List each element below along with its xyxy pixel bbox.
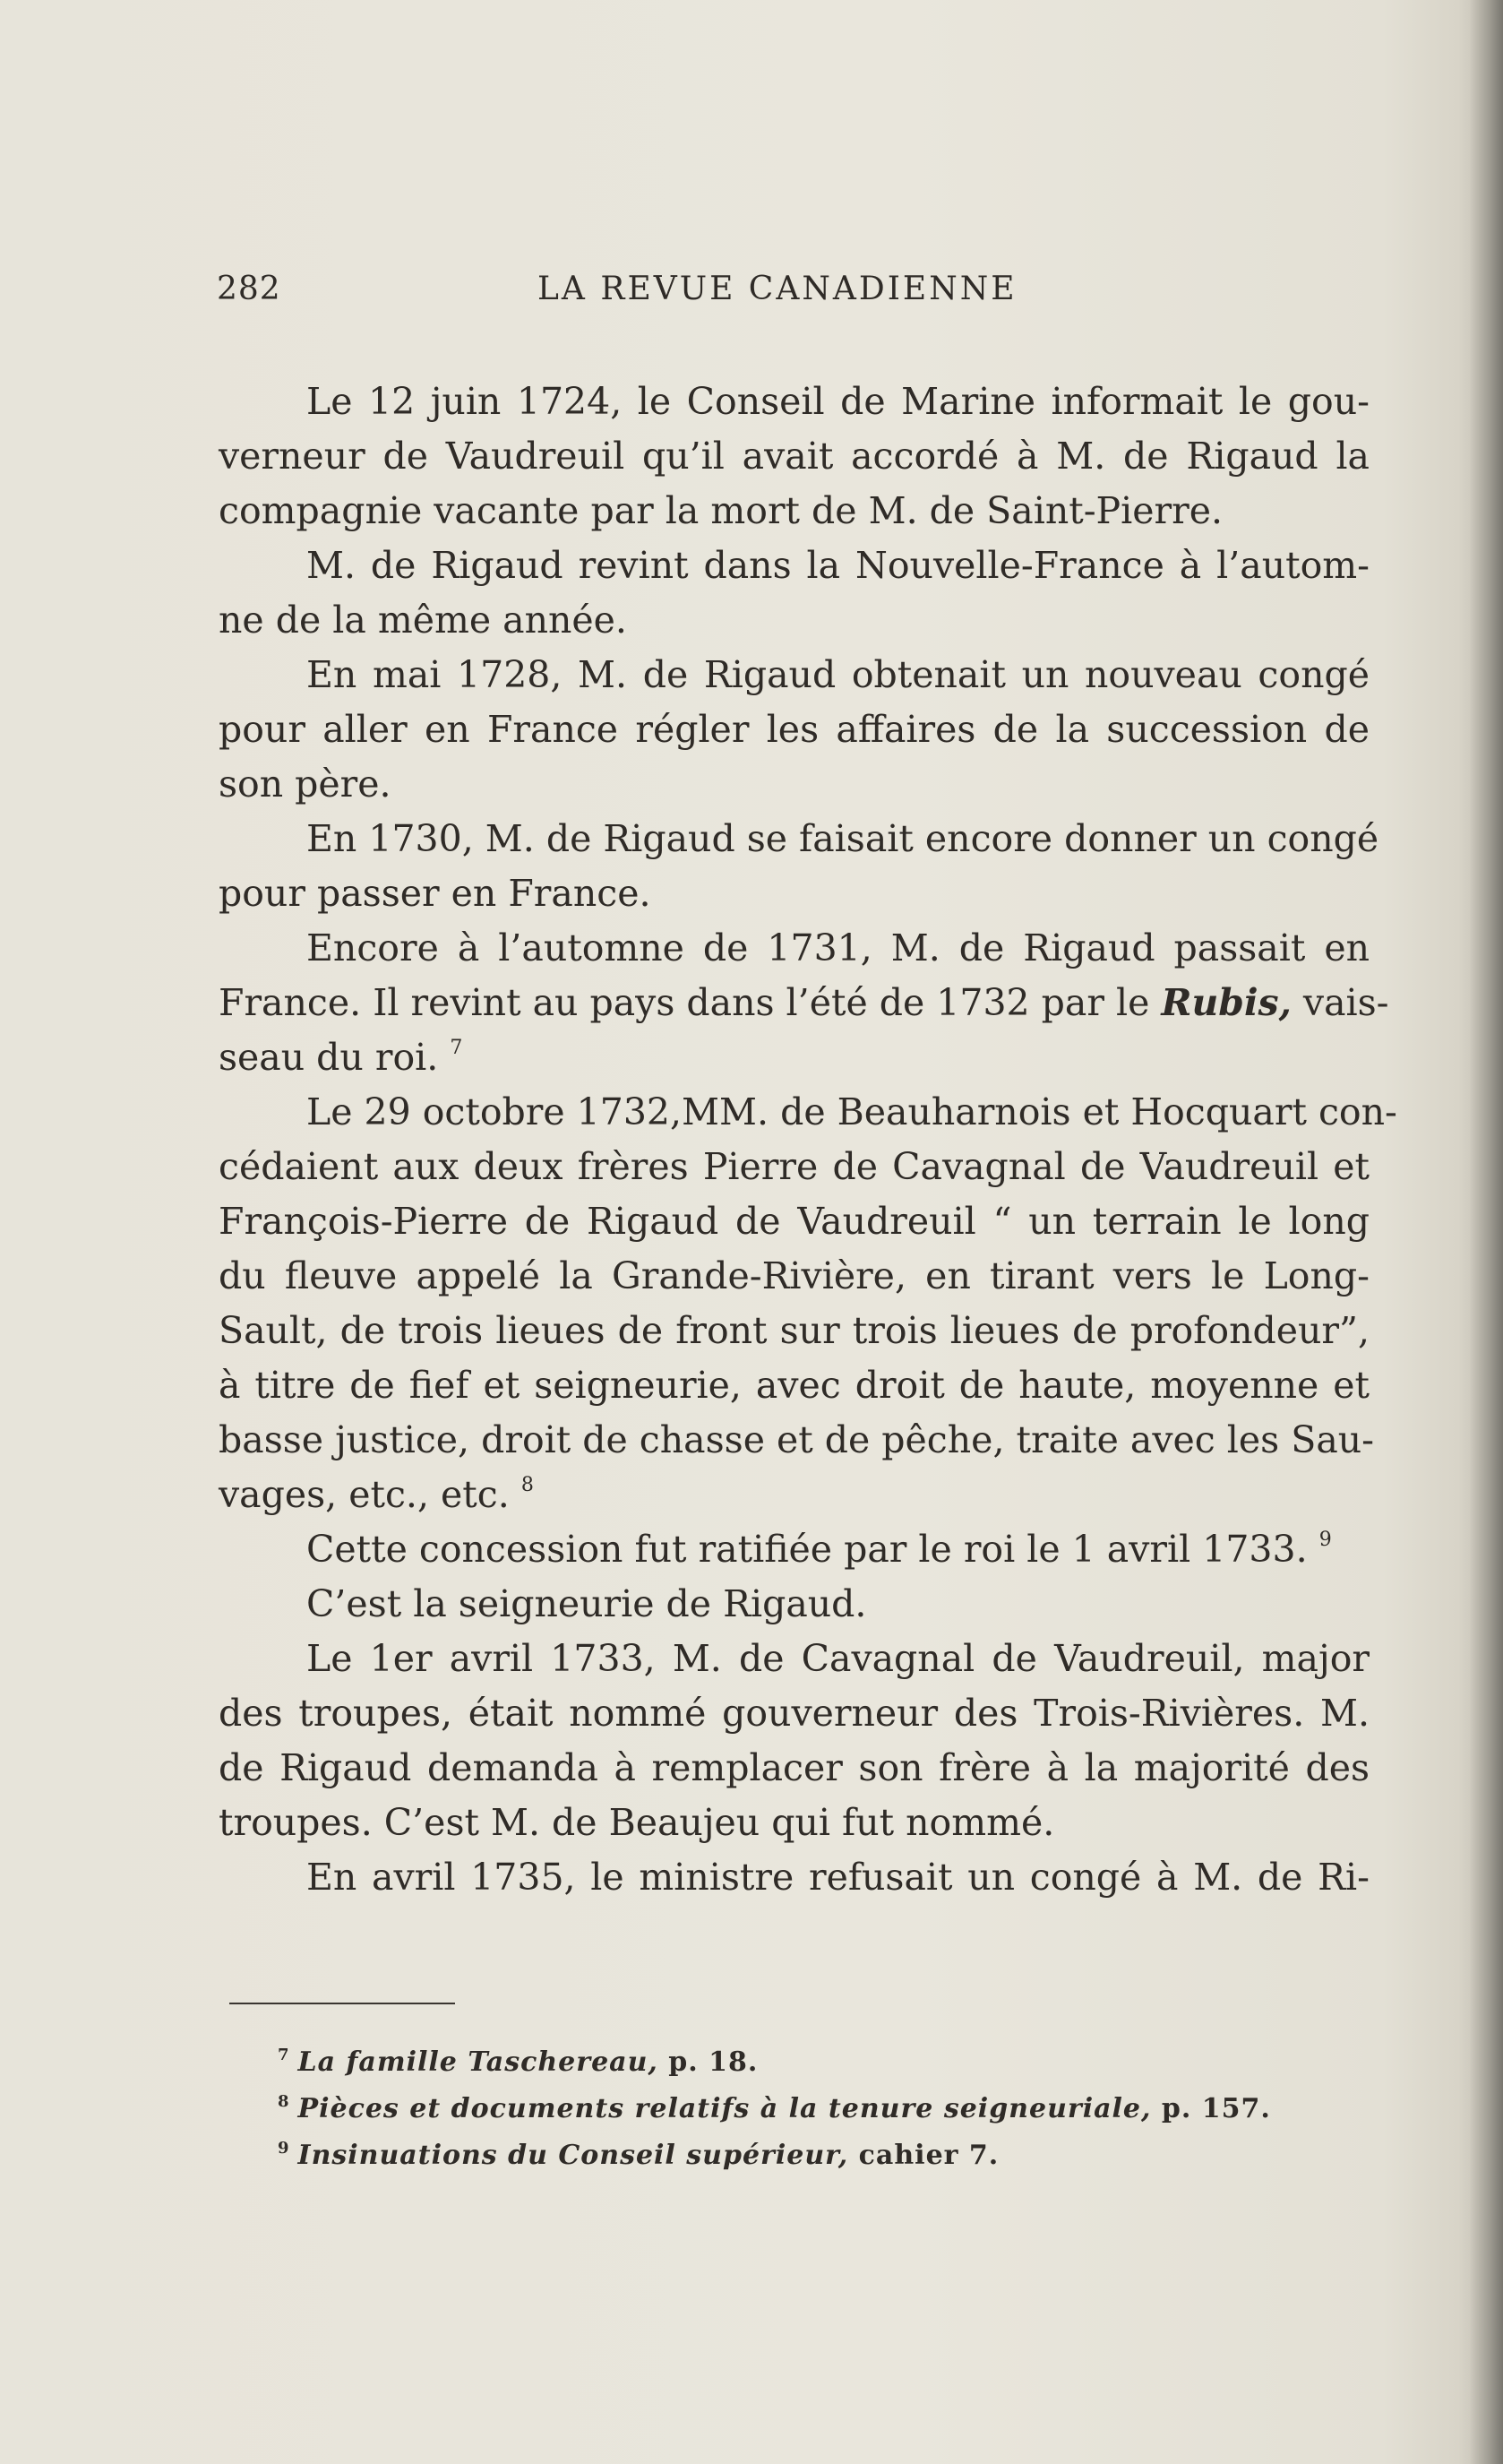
footnotes (278, 2032, 1353, 2172)
footnote-rest: cahier 7. (848, 2140, 1000, 2171)
text-line (219, 1468, 1370, 1522)
text-line: En avril 1735, le ministre refusait un congé à M. de Ri- (306, 1856, 1370, 1899)
text-segment: vages, etc., etc. (219, 1473, 510, 1516)
footnote-ref: 9 (1318, 1529, 1332, 1551)
text-line: Le 1er avril 1733, M. de Cavagnal de Vaudreuil, major (306, 1637, 1370, 1680)
text-segment: France. Il revint au pays dans l’été de 1732 par le (219, 981, 1162, 1024)
text-line: Le 12 juin 1724, le Conseil de Marine informait le gou- (306, 380, 1370, 423)
text-line (219, 976, 1389, 1030)
body-text (219, 375, 1397, 1905)
text-line: En mai 1728, M. de Rigaud obtenait un nouveau congé (306, 653, 1370, 696)
text-line: du fleuve appelé la Grande-Rivière, en tirant vers le Long- (219, 1254, 1370, 1297)
footnote-mark: 8 (278, 2092, 289, 2111)
footnote-rest: p. 18. (657, 2046, 759, 2078)
text-segment: vais- (1291, 981, 1389, 1024)
text-line: Le 29 octobre 1732,MM. de Beauharnois et Hocquart con- (306, 1090, 1397, 1133)
text-segment: Cette concession fut ratifiée par le roi le 1 avril 1733. (306, 1528, 1308, 1571)
text-line: ne de la même année. (219, 599, 627, 642)
text-line: Encore à l’automne de 1731, M. de Rigaud passait en (306, 926, 1370, 969)
text-line: C’est la seigneurie de Rigaud. (306, 1582, 867, 1625)
footnote (278, 2125, 1353, 2172)
text-line (219, 1030, 1370, 1085)
page-edge-shadow (1469, 0, 1503, 2464)
running-header (217, 271, 1372, 324)
text-line: pour aller en France régler les affaires de la succession de (219, 708, 1370, 751)
ship-name: Rubis, (1161, 981, 1292, 1024)
text-line: basse justice, droit de chasse et de pêche, traite avec les Sau- (219, 1418, 1375, 1461)
footnote (278, 2079, 1353, 2125)
text-line: Sault, de trois lieues de front sur trois lieues de profondeur”, (219, 1309, 1370, 1352)
footnote-ref: 7 (450, 1037, 463, 1059)
footnote-rule (229, 2003, 455, 2004)
footnote-mark: 9 (278, 2139, 289, 2158)
running-title: LA REVUE CANADIENNE (537, 271, 1018, 307)
text-line: compagnie vacante par la mort de M. de Saint-Pierre. (219, 489, 1224, 532)
page-number: 282 (217, 271, 281, 307)
text-line: M. de Rigaud revint dans la Nouvelle-France à l’autom- (306, 544, 1370, 587)
text-line: à titre de fief et seigneurie, avec droit de haute, moyenne et (219, 1364, 1370, 1407)
footnote-mark: 7 (278, 2046, 289, 2064)
text-line: de Rigaud demanda à remplacer son frère à la majorité des (219, 1746, 1370, 1789)
footnote-title: Insinuations du Conseil supérieur, (297, 2140, 849, 2171)
text-line (219, 1522, 1370, 1577)
footnote-rest: p. 157. (1151, 2093, 1271, 2124)
text-segment: seau du roi. (219, 1036, 439, 1079)
footnote-title: La famille Taschereau, (297, 2046, 658, 2078)
text-line: François-Pierre de Rigaud de Vaudreuil “ un terrain le long (219, 1200, 1370, 1243)
text-line: troupes. C’est M. de Beaujeu qui fut nommé. (219, 1801, 1055, 1844)
footnote-ref: 8 (520, 1474, 534, 1496)
text-line: En 1730, M. de Rigaud se faisait encore donner un congé (306, 817, 1379, 860)
footnote-title: Pièces et documents relatifs à la tenure seigneuriale, (297, 2093, 1152, 2124)
text-line: verneur de Vaudreuil qu’il avait accordé à M. de Rigaud la (219, 435, 1370, 478)
footnote (278, 2032, 1353, 2079)
text-line: son père. (219, 762, 391, 806)
text-line: des troupes, était nommé gouverneur des Trois-Rivières. M. (219, 1692, 1370, 1735)
text-line: pour passer en France. (219, 872, 651, 915)
text-line: cédaient aux deux frères Pierre de Cavagnal de Vaudreuil et (219, 1145, 1370, 1188)
